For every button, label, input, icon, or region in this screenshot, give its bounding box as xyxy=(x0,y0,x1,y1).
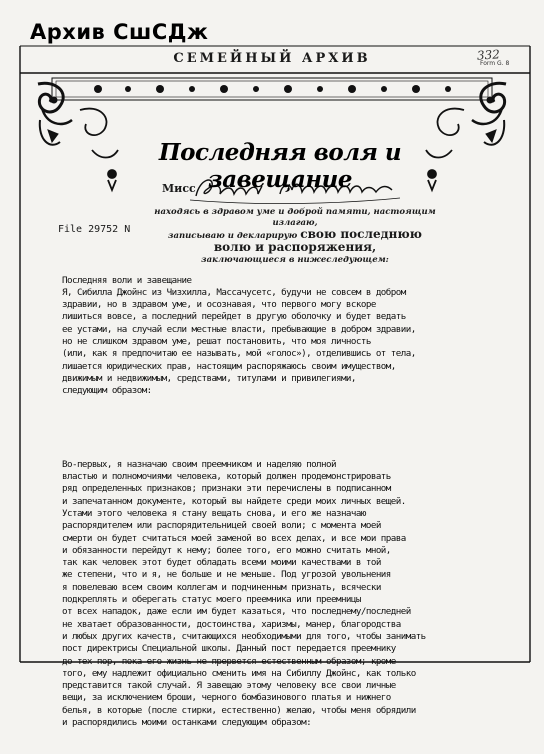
miss-label: Мисс xyxy=(162,182,196,195)
text-line: смерти он будет считаться моей заменой во всех делах, и все мои права xyxy=(62,532,406,544)
header-title: СЕМЕЙНЫЙ АРХИВ xyxy=(173,51,371,66)
text-line: лишается юридических прав, настоящим распоряжаюсь своим имуществом, xyxy=(62,360,396,372)
file-number: File 29752 N xyxy=(58,224,131,235)
text-line: распорядителем или распорядительницей своей воли; с момента моей xyxy=(62,520,381,532)
archive-stamp: Архив СшСДж xyxy=(30,20,209,44)
ornament-band xyxy=(94,85,451,93)
document-title: Последняя воля и завещание xyxy=(158,139,402,193)
preamble-line-2-prefix: записываю и декларирую xyxy=(168,231,298,241)
left-corner-ornament-icon xyxy=(38,83,72,145)
text-line: и любых других качеств, считающихся необходимыми для того, чтобы занимать xyxy=(62,630,426,642)
will-body-text xyxy=(62,250,502,754)
text-line: не хватает образованности, достоинства, харизмы, манер, благородства xyxy=(62,618,401,630)
text-line: и распорядились моими останками следующим образом: xyxy=(62,716,312,728)
text-line: пост директрисы Специальной школы. Данный пост передается преемнику xyxy=(62,643,396,655)
text-line: движимым и недвижимым, средствами, титулами и привилегиями, xyxy=(62,372,356,384)
text-line: лишиться вовсе, а последний перейдет в другую оболочку и будет ведать xyxy=(62,311,406,323)
preamble-line-2-emphasis: свою последнюю волю и распоряжения, xyxy=(213,227,422,254)
handwritten-page-number: 332 xyxy=(476,47,501,63)
text-line: властью и полномочиями человека, который должен продемонстрировать xyxy=(62,471,391,483)
text-line: ряд определенных признаков; признаки эти перечислены в подписанном xyxy=(62,483,391,495)
text-line: Я, Сибилла Джойнс из Чизхилла, Массачусетс, будучи не совсем в добром xyxy=(62,286,406,298)
paragraph-2 xyxy=(62,459,502,730)
preamble-line-3: заключающиеся в нижеследующем: xyxy=(201,255,389,265)
text-line: белья, в которые (после стирки, естественно) желаю, чтобы меня обрядили xyxy=(62,704,416,716)
text-line: Последняя воли и завещание xyxy=(62,274,192,286)
text-line: ее устами, на случай если местные власти, пребывающие в добром здравии, xyxy=(62,323,416,335)
text-line: до тех пор, пока его жизнь не прервется естественным образом; кроме xyxy=(62,655,396,667)
text-line: же степени, что и я, не больше и не меньше. Под угрозой увольнения xyxy=(62,569,391,581)
text-line: представится такой случай. Я завещаю этому человеку все свои личные xyxy=(62,680,396,692)
text-line: и запечатанном документе, который вы найдете среди моих личных вещей. xyxy=(62,495,406,507)
preamble-line-1: находясь в здравом уме и доброй памяти, настоящим излагаю, xyxy=(154,207,436,228)
text-line: от всех нападок, даже если им будет казаться, что последнему/последней xyxy=(62,606,411,618)
text-line: того, ему надлежит официально сменить имя на Сибиллу Джойнс, как только xyxy=(62,667,416,679)
text-line: здравии, но в здравом уме, и осознавая, что первого могу вскоре xyxy=(62,299,376,311)
text-line: и обязанности перейдут к нему; более того, его можно считать мной, xyxy=(62,544,391,556)
text-line: я повелеваю всем своим коллегам и подчиненным признать, всячески xyxy=(62,581,381,593)
text-line: следующим образом: xyxy=(62,385,152,397)
text-line: подкреплять и оберегать статус моего преемника или преемницы xyxy=(62,594,361,606)
paragraph-1 xyxy=(62,275,502,398)
right-corner-ornament-icon xyxy=(472,83,506,145)
text-line: но не слишком здравом уме, решат постановить, что моя личность xyxy=(62,336,371,348)
text-line: Устами этого человека я стану вещать снова, и его же назначаю xyxy=(62,507,366,519)
text-line: Во-первых, я назначаю своим преемником и наделяю полной xyxy=(62,458,336,470)
text-line: так как человек этот будет обладать всеми моими качествами в той xyxy=(62,557,381,569)
text-line: вещи, за исключением броши, черного бомбазинового платья и нижнего xyxy=(62,692,391,704)
form-number: Form G. 8 xyxy=(480,60,510,67)
text-line: (или, как я предпочитаю ее называть, мой «голос»), отделившись от тела, xyxy=(62,348,416,360)
